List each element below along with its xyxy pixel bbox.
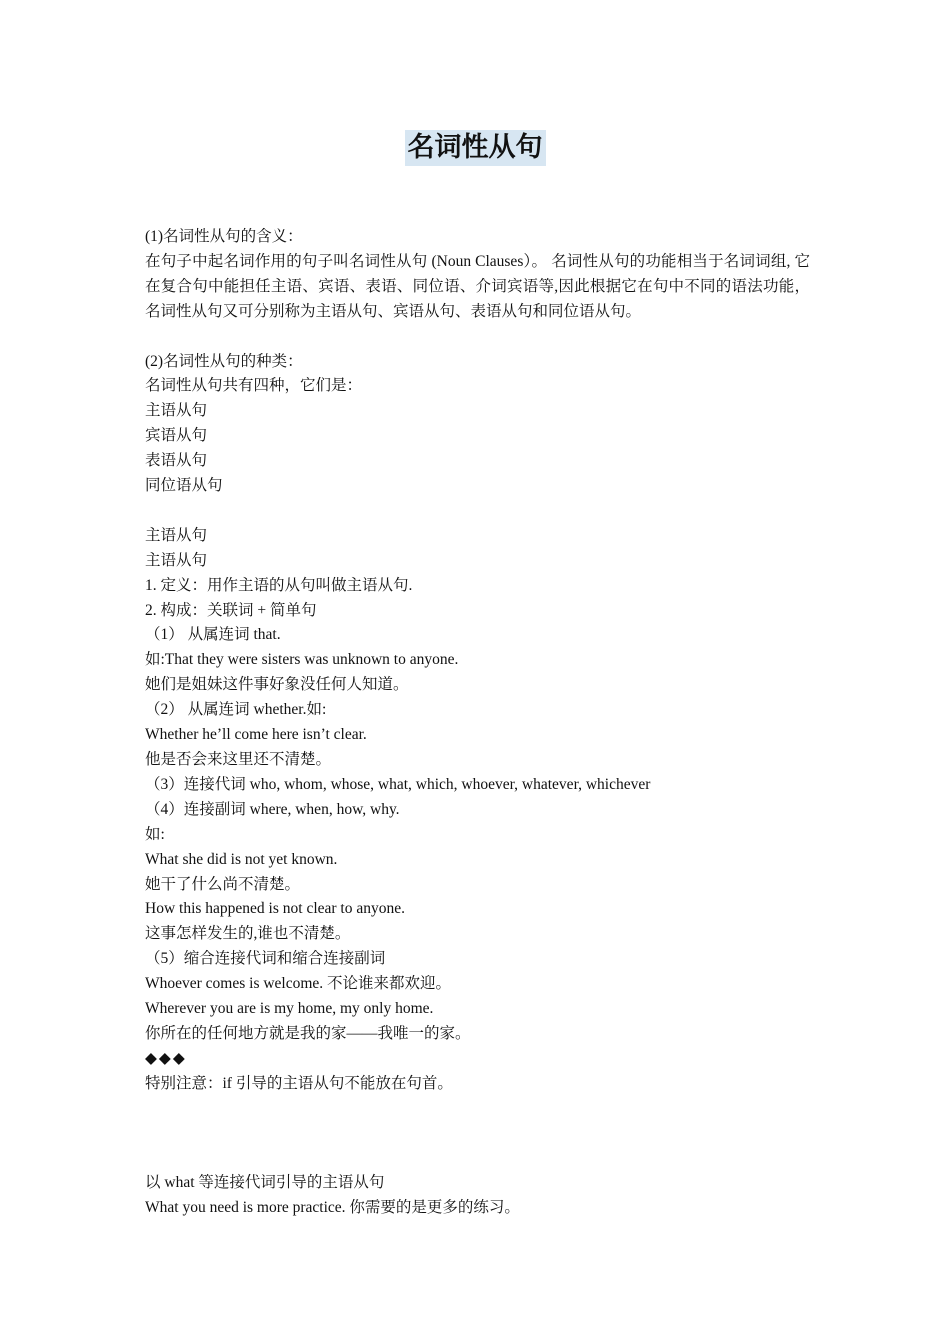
- point-3: （3）连接代词 who, whom, whose, what, which, whoever, whatever, whichever: [145, 775, 651, 793]
- section-heading-meaning: (1)名词性从句的含义：: [145, 228, 303, 245]
- what-clause-heading: 以 what 等连接代词引导的主语从句: [145, 1174, 385, 1192]
- diamond-separator: ◆◆◆: [145, 1049, 187, 1067]
- definition-line: 1. 定义：用作主语的从句叫做主语从句.: [145, 576, 413, 594]
- blank-gap: [145, 1097, 810, 1172]
- example-zh: 这事怎样发生的,谁也不清楚。: [145, 925, 351, 943]
- title-container: [0, 130, 950, 166]
- point-2: （2） 从属连词 whether.如:: [145, 701, 327, 719]
- example-label: 如:: [145, 825, 165, 843]
- definition-paragraph: 在句子中起名词作用的句子叫名词性从句 (Noun Clauses）。 名词性从句的功能相当于名词词组, 它在复合句中能担任主语、宾语、表语、同位语、介词宾语等,因此根据它在句中不同的语法功能，名词性从句又可分别称为主语从句、宾语从句、表语从句和同位语从句。: [145, 252, 810, 320]
- example-en: What she did is not yet known.: [145, 850, 338, 868]
- example-zh: 你所在的任何地方就是我的家——我唯一的家。: [145, 1024, 471, 1042]
- section-heading-types: (2)名词性从句的种类：: [145, 352, 303, 370]
- example-en: Wherever you are is my home, my only home.: [145, 1000, 434, 1018]
- example-zh: 他是否会来这里还不清楚。: [145, 751, 332, 768]
- structure-line: 2. 构成：关联词 + 简单句: [145, 601, 317, 619]
- blank-line: [145, 325, 810, 350]
- type-item: 宾语从句: [145, 427, 208, 445]
- type-item: 表语从句: [145, 452, 208, 470]
- point-4: （4）连接副词 where, when, how, why.: [145, 800, 400, 818]
- what-clause-example: What you need is more practice. 你需要的是更多的练习。: [145, 1199, 520, 1217]
- types-intro: 名词性从句共有四种，它们是：: [145, 377, 363, 395]
- type-item: 同位语从句: [145, 477, 223, 495]
- subject-clause-subheading: 主语从句: [145, 551, 208, 569]
- document-body: [145, 225, 810, 1221]
- example-zh: 她干了什么尚不清楚。: [145, 875, 301, 893]
- blank-line: [145, 499, 810, 524]
- point-5: （5）缩合连接代词和缩合连接副词: [145, 950, 386, 968]
- subject-clause-heading: 主语从句: [145, 526, 208, 544]
- type-item: 主语从句: [145, 402, 208, 420]
- example-en: Whether he’ll come here isn’t clear.: [145, 726, 367, 744]
- special-note: 特别注意：if 引导的主语从句不能放在句首。: [145, 1074, 453, 1092]
- point-1: （1） 从属连词 that.: [145, 626, 281, 644]
- page-title: 名词性从句: [405, 130, 546, 166]
- example-en: 如:That they were sisters was unknown to anyone.: [145, 651, 459, 669]
- example-mixed: Whoever comes is welcome. 不论谁来都欢迎。: [145, 975, 452, 993]
- example-zh: 她们是姐妹这件事好象没任何人知道。: [145, 676, 409, 694]
- example-en: How this happened is not clear to anyone.: [145, 900, 405, 918]
